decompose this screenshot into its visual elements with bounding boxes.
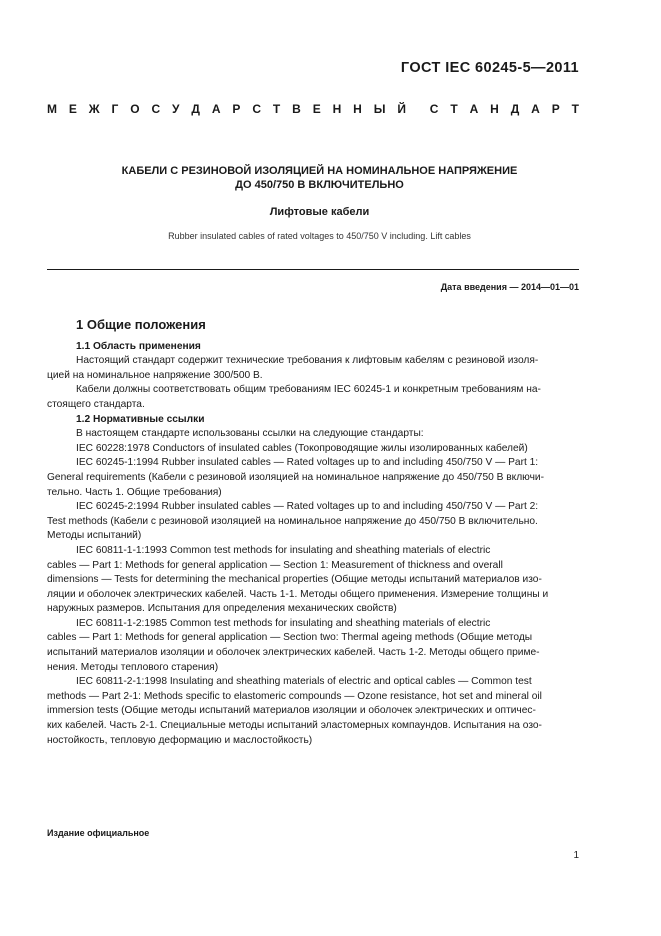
reference-first-line: IEC 60811-1-2:1985 Common test methods for insulating and sheathing materials of electric [76,617,491,629]
reference-first-line: IEC 60811-1-1:1993 Common test methods for insulating and sheathing materials of electric [76,544,491,556]
reference-item [47,456,579,500]
reference-continuation-line: Test methods (Кабели с резиновой изоляцией на номинальное напряжение до 450/750 В включительно. [47,515,538,527]
reference-continuation-line: immersion tests (Общие методы испытаний материалов изоляции и оболочек электрических и оптичес- [47,705,536,717]
reference-item [47,442,579,457]
edition-note: Издание официальное [47,828,150,838]
interstate-letter: Г [111,102,119,116]
title-block [60,164,579,241]
interstate-letter: Т [571,102,579,116]
section-heading: 1 Общие положения [76,317,206,332]
reference-item [47,675,579,748]
reference-item [47,500,579,544]
scope-paragraph-1 [47,354,579,383]
reference-continuation-line: ностойкость, тепловую деформацию и маслостойкость) [47,734,313,746]
reference-item [47,617,579,675]
interstate-letter: Р [232,102,241,116]
horizontal-rule [47,269,579,270]
interstate-letter: М [47,102,57,116]
references-list [47,442,579,748]
reference-continuation-line: methods — Part 2-1: Methods specific to elastomeric compounds — Ozone resistance, hot set and mineral oil [47,690,542,702]
reference-continuation-line: наружных размеров. Испытания для определения механических свойств) [47,603,397,615]
interstate-standard-heading [47,102,579,116]
subsection-heading-references: 1.2 Нормативные ссылки [76,413,205,425]
interstate-letter: Е [312,102,321,116]
reference-item [47,544,579,617]
reference-continuation-line: ких кабелей. Часть 2-1. Специальные методы испытаний эластомерных компаундов. Испытания на озо- [47,720,542,732]
interstate-letter: У [172,102,180,116]
reference-continuation-line: ляции и оболочек электрических кабелей. Часть 1-1. Методы общего применения. Измерение толщины и [47,588,549,600]
interstate-letter: С [151,102,161,116]
interstate-letter: О [130,102,140,116]
interstate-letter: Н [490,102,499,116]
interstate-letter: Т [450,102,458,116]
reference-continuation-line: dimensions — Tests for determining the mechanical properties (Общие методы испытаний материалов изо- [47,574,542,586]
reference-continuation-line: испытаний материалов изоляции и оболочек электрических кабелей. Часть 1-2. Методы общего приме- [47,647,540,659]
reference-first-line: IEC 60811-2-1:1998 Insulating and sheathing materials of electric and optical cables — Common test [76,676,532,688]
reference-continuation-line: cables — Part 1: Methods for general application — Section two: Thermal ageing methods (Общие методы [47,632,533,644]
subsection-heading-scope: 1.1 Область применения [76,340,201,352]
reference-continuation-line: cables — Part 1: Methods for general application — Section 1: Measurement of thickness and overall [47,559,503,571]
standard-title [60,164,579,192]
standard-title-line1: КАБЕЛИ С РЕЗИНОВОЙ ИЗОЛЯЦИЕЙ НА НОМИНАЛЬНОЕ НАПРЯЖЕНИЕ [121,165,518,177]
interstate-letter: А [469,102,479,116]
references-intro: В настоящем стандарте использованы ссылки на следующие стандарты: [76,428,424,440]
subtitle-russian: Лифтовые кабели [269,206,370,218]
interstate-letter: А [531,102,540,116]
interstate-letter: Ы [373,102,386,116]
paragraph-line: Настоящий стандарт содержит технические требования к лифтовым кабелям с резиновой изоля- [76,355,539,367]
interstate-letter: Д [510,102,520,116]
standard-title-line2: ДО 450/750 В ВКЛЮЧИТЕЛЬНО [235,179,404,191]
paragraph-line: цией на номинальное напряжение 300/500 В. [47,369,263,381]
reference-first-line: IEC 60228:1978 Conductors of insulated cables (Токопроводящие жилы изолированных кабелей) [76,442,528,454]
interstate-letter: Й [397,102,406,116]
introduction-date: Дата введения — 2014—01—01 [440,282,579,292]
interstate-letter: С [252,102,261,116]
document-body [47,317,579,748]
subtitle-english: Rubber insulated cables of rated voltages to 450/750 V including. Lift cables [168,231,471,241]
reference-continuation-line: General requirements (Кабели с резиновой изоляцией на номинальное напряжение до 450/750 В включи- [47,471,544,483]
interstate-letter: Р [551,102,560,116]
paragraph-line: стоящего стандарта. [47,398,145,410]
reference-first-line: IEC 60245-2:1994 Rubber insulated cables — Rated voltages up to and including 450/750 V — Part 2: [76,501,539,513]
interstate-letter: Ж [88,102,100,116]
interstate-letter: Т [272,102,281,116]
interstate-letter: Д [191,102,200,116]
reference-continuation-line: нения. Методы теплового старения) [47,661,219,673]
interstate-letter: С [429,102,439,116]
interstate-letter: В [292,102,301,116]
interstate-letter: Е [68,102,77,116]
interstate-letter: Н [353,102,362,116]
paragraph-line: Кабели должны соответствовать общим требованиям IEC 60245-1 и конкретным требованиям на- [76,384,541,396]
page-number: 1 [573,850,579,861]
reference-continuation-line: Методы испытаний) [47,530,142,542]
gost-number: ГОСТ IEC 60245-5—2011 [400,60,579,76]
reference-first-line: IEC 60245-1:1994 Rubber insulated cables — Rated voltages up to and including 450/750 V — Part 1: [76,457,539,469]
scope-paragraph-2 [47,383,579,412]
reference-continuation-line: тельно. Часть 1. Общие требования) [47,486,222,498]
interstate-letter: А [211,102,221,116]
interstate-letter: Н [332,102,342,116]
